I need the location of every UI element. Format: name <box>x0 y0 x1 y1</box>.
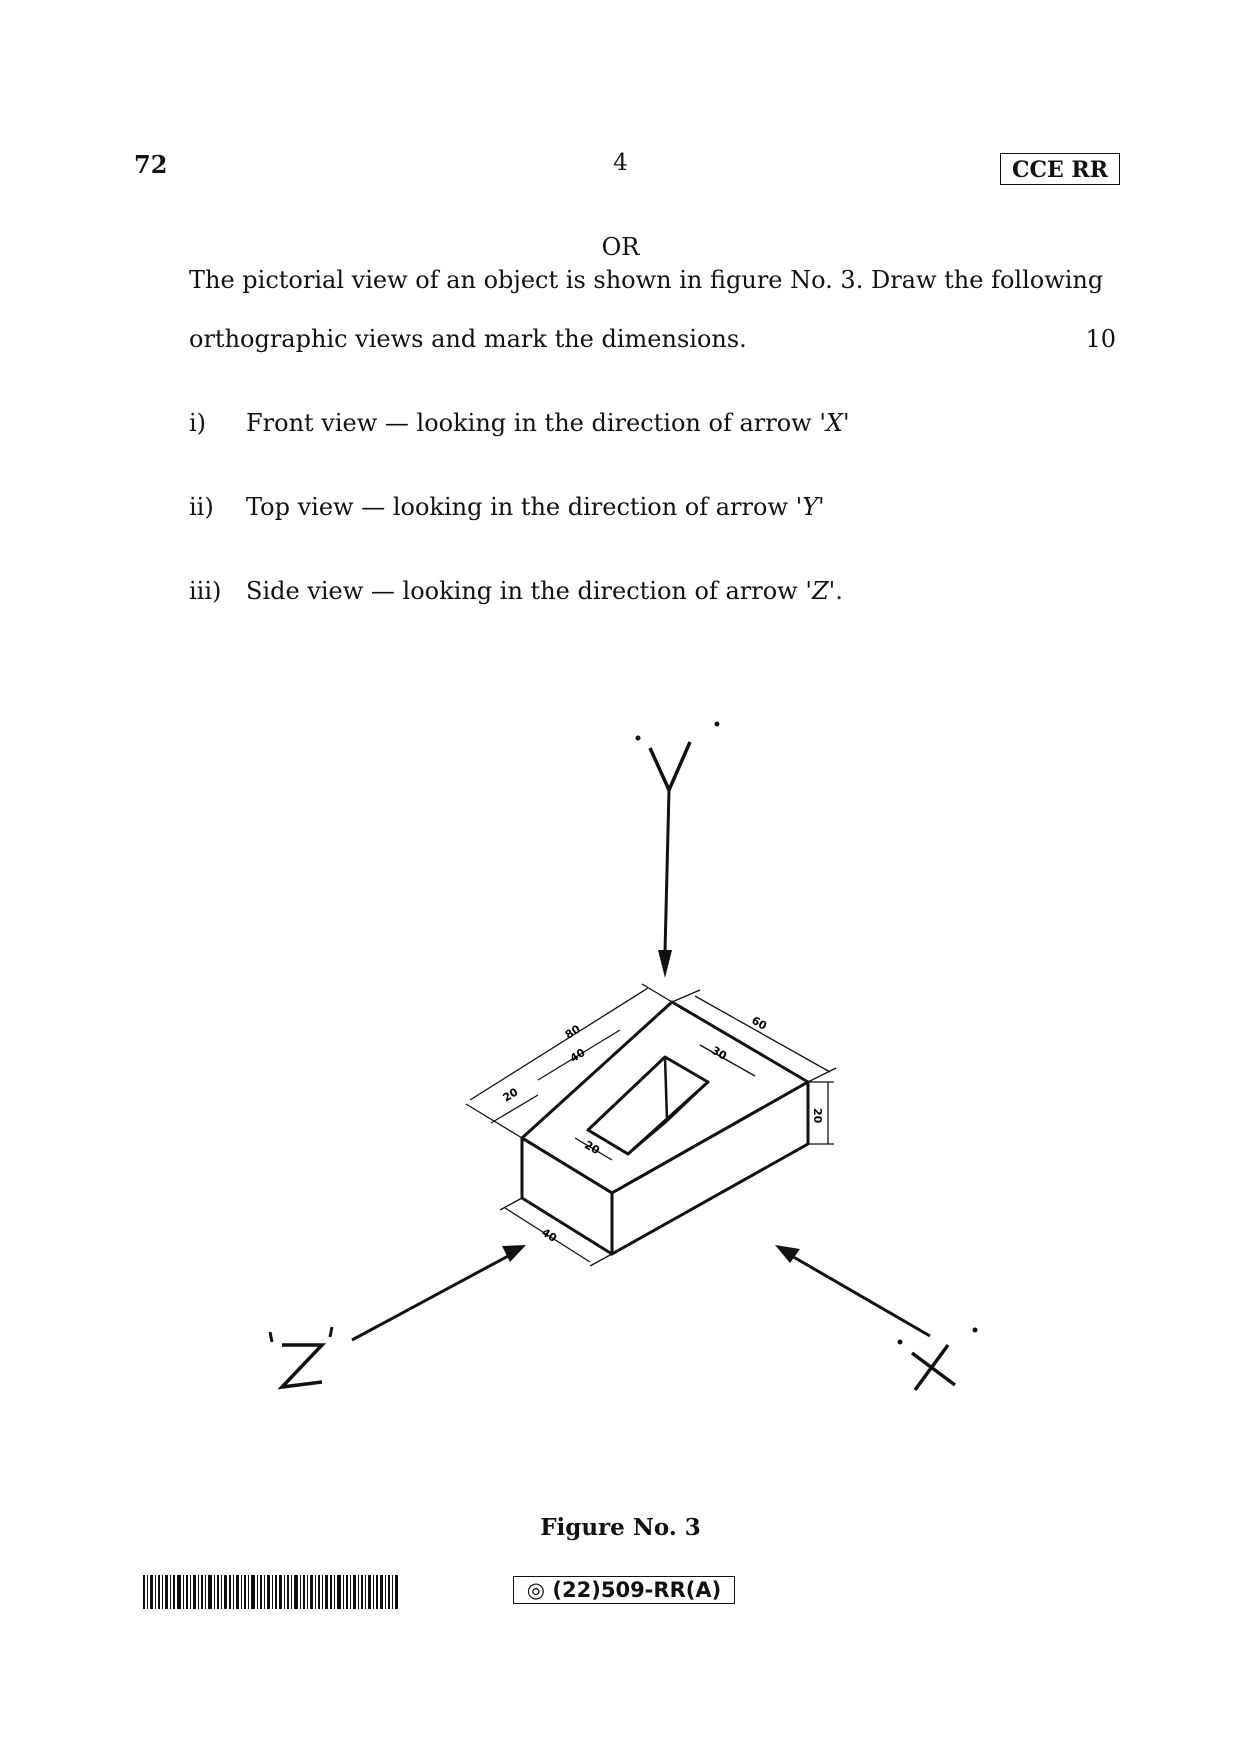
item-text <box>246 493 825 521</box>
arrow-label: 'Y' <box>795 493 825 521</box>
question-line-1: The pictorial view of an object is shown in figure No. 3. Draw the following <box>189 266 1104 294</box>
item-number: iii) <box>189 577 222 605</box>
dimension-label: 60 <box>749 1013 770 1033</box>
dimension-label: 40 <box>567 1045 588 1066</box>
or-label: OR <box>601 233 640 261</box>
item-description: Side view — looking in the direction of arrow <box>246 577 806 605</box>
item-number: ii) <box>189 493 214 521</box>
figure-caption: Figure No. 3 <box>540 1514 701 1541</box>
arrow-y <box>636 722 720 979</box>
dimension-label: 80 <box>562 1022 583 1042</box>
item-text <box>246 577 843 605</box>
item-text <box>246 409 850 437</box>
exam-code-badge: CCE RR <box>1000 153 1120 185</box>
page-code: 72 <box>134 150 168 179</box>
item-description: Front view — looking in the direction of arrow <box>246 409 820 437</box>
question-marks: 10 <box>1085 325 1116 353</box>
item-number: i) <box>189 409 207 437</box>
isometric-figure <box>240 700 1040 1420</box>
dimension-label: 20 <box>582 1138 602 1158</box>
item-description: Top view — looking in the direction of arrow <box>246 493 796 521</box>
question-line-2: orthographic views and mark the dimensions. <box>189 325 747 353</box>
dimension-label: 40 <box>539 1225 560 1245</box>
arrow-z <box>270 1245 526 1387</box>
arrow-label: 'X' <box>819 409 850 437</box>
arrow-x <box>775 1245 978 1390</box>
paper-code-badge: ◎ (22)509-RR(A) <box>513 1576 735 1604</box>
dimension-label: 30 <box>709 1043 730 1063</box>
item-end: . <box>835 577 843 605</box>
dimension-label: 20 <box>500 1085 521 1105</box>
arrow-label: 'Z' <box>805 577 836 605</box>
barcode <box>143 1575 399 1609</box>
dimension-label: 20 <box>811 1108 824 1124</box>
page-number: 4 <box>613 150 628 176</box>
